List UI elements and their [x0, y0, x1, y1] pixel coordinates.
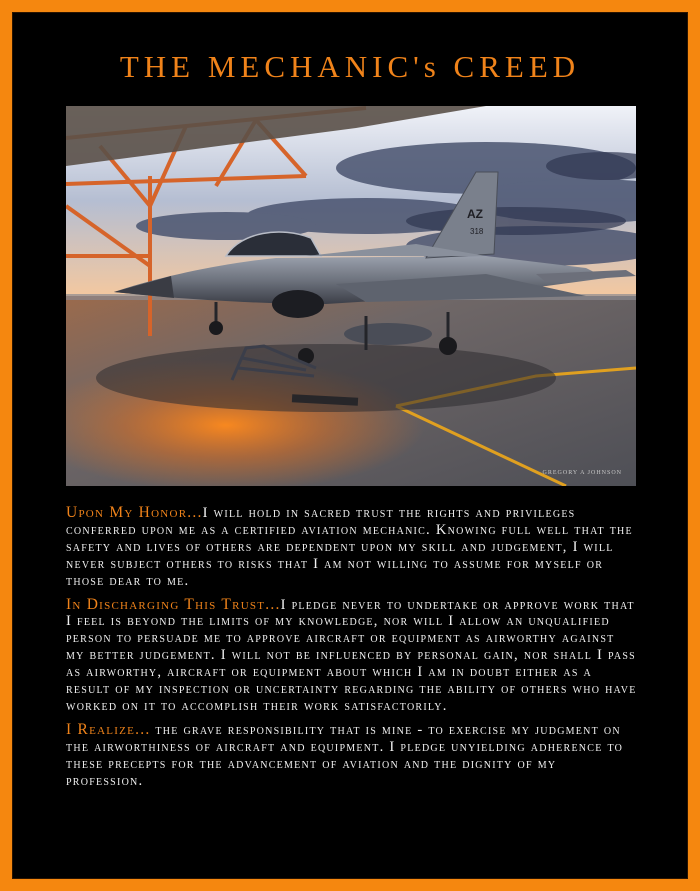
poster-title: THE MECHANIC's CREED	[119, 49, 581, 84]
paragraph-1-lead: Upon My Honor...	[66, 504, 203, 521]
photo-watermark: GREGORY A JOHNSON	[542, 470, 622, 476]
tail-letters: AZ	[467, 207, 483, 221]
creed-paragraph-3	[66, 722, 638, 790]
paragraph-2-text: I pledge never to undertake or approve work that I feel is beyond the limits of my knowledge, nor will I allow an unqualified person to persuade me to approve aircraft or equipment as airworthy against my better judgement. I will not be influenced by personal gain, nor shall I pass as airworthy, aircraft or equipment about which I am in doubt either as a result of my inspection or uncertainty regarding the ability of others who have worked on it to accomplish their work satisfactorily.	[66, 596, 637, 714]
creed-text	[66, 505, 638, 797]
poster-panel	[12, 12, 688, 879]
creed-paragraph-1	[66, 505, 638, 590]
jet-on-tarmac-illustration	[66, 106, 636, 486]
paragraph-1-text: I will hold in sacred trust the rights and privileges conferred upon me as a certified aviation mechanic. Knowing full well that the safety and lives of others are dependent upon my skill and judgement, I will never subject others to risks that I am not willing to assume for myself or those dear to me.	[66, 505, 633, 589]
paragraph-2-lead: In Discharging This Trust...	[66, 595, 281, 613]
paragraph-3-text: the grave responsibility that is mine - to exercise my judgment on the airworthiness of aircraft and equipment. I pledge unyielding adherence to these precepts for the advancement of aviation and the dignity of my profession.	[66, 721, 624, 789]
creed-paragraph-2	[66, 597, 638, 715]
aircraft-photo	[66, 106, 636, 486]
tail-number: 318	[470, 227, 484, 236]
paragraph-3-lead: I Realize...	[66, 720, 151, 738]
